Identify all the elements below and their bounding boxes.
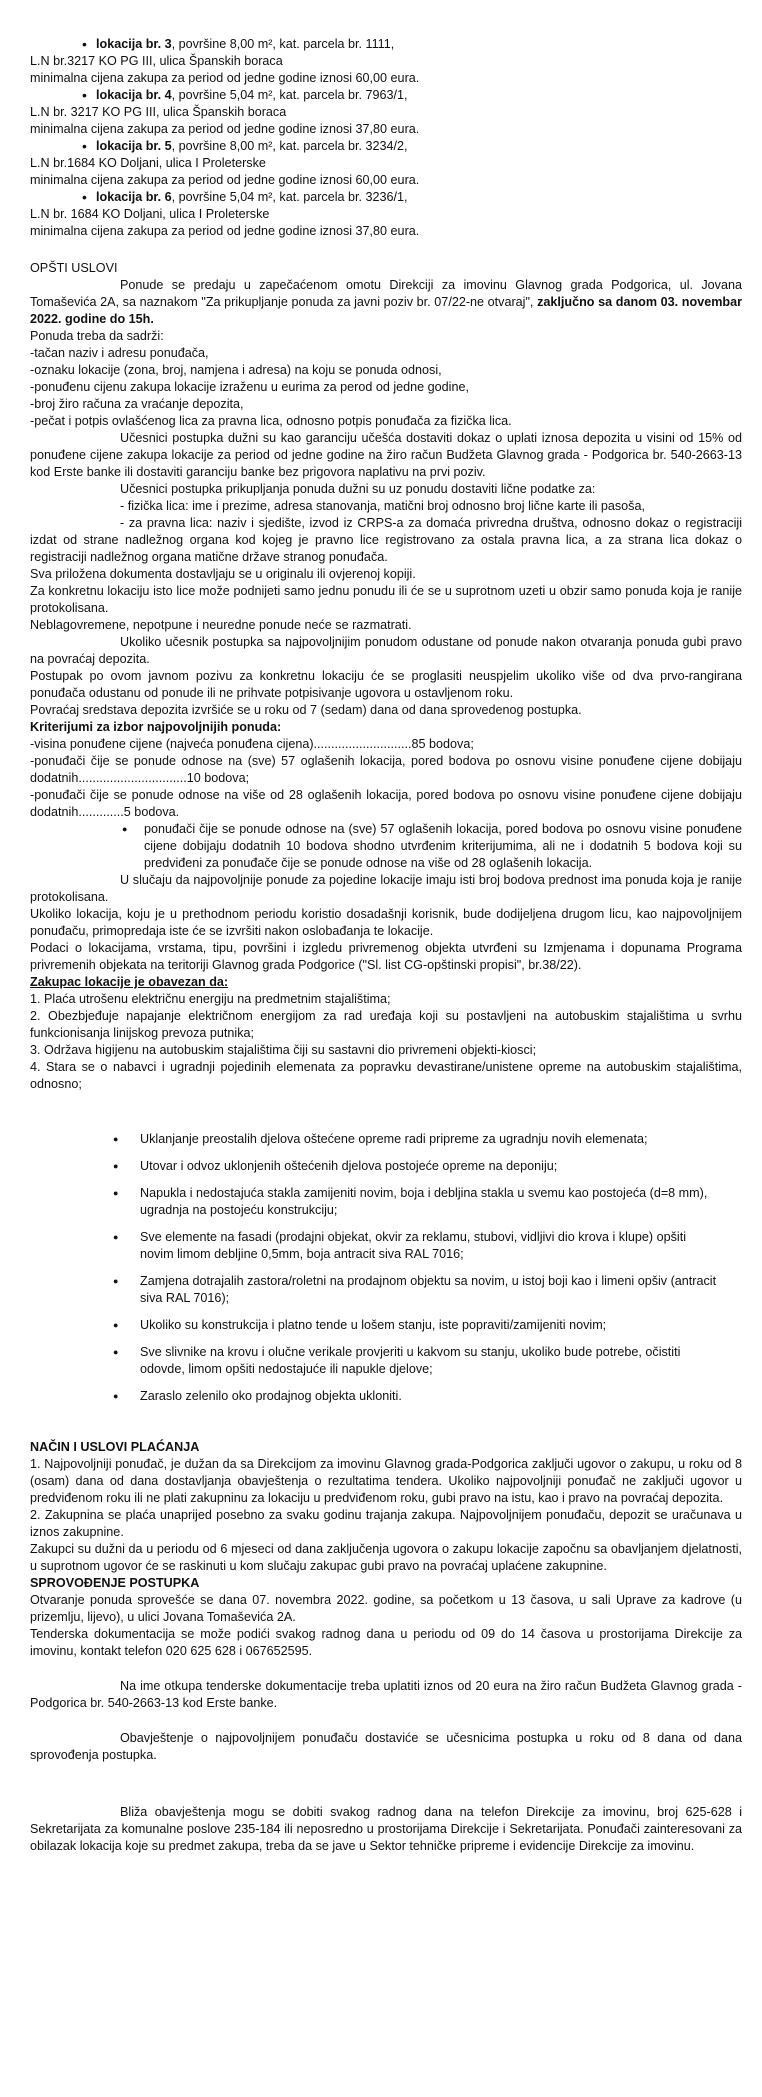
tenant-item: 2. Obezbjeđuje napajanje električnom energijom za rad uređaja koji su postavljeni na autobuskim stajalištima u svrhu funkcionisanja linijskog prevoza putnika; [30,1009,742,1040]
criteria-heading: Kriterijumi za izbor najpovoljnijih ponuda: [30,720,282,734]
fee-paragraph: Na ime otkupa tenderske dokumentacije treba uplatiti iznos od 20 eura na žiro račun Budžeta Glavnog grada - Podgorica br. 540-2663-13 kod Erste banke. [30,1679,742,1710]
deposit-paragraph: Učesnici postupka dužni su kao garanciju učešća dostaviti dokaz o uplati iznosa depozita u visini od 15% od ponuđene cijene zakupa lokacije za period od jedne godine na žiro račun Budžeta Glavnog grada - Podgorica br. 540-2663-13 kod Erste banke ili dostaviti garanciju banke bez prigovora naplativu na prvi poziv. [30,431,742,479]
offer-item: -tačan naziv i adresu ponuđača, [30,346,209,360]
withdraw-paragraph: Ukoliko učesnik postupka sa najpovoljnijim ponudom odustane od ponude nakon otvaranja ponuda gubi pravo na povraćaj depozita. [30,635,742,666]
lot-3-price: minimalna cijena zakupa za period od jedne godine iznosi 60,00 eura. [30,71,420,85]
payment-paragraph-2: 2. Zakupnina se plaća unaprijed posebno za svaku godinu trajanja zakupa. Najpovoljnijem ponuđaču, depozit se uračunava u iznos zakupnine. [30,1508,742,1539]
lot-5-price: minimalna cijena zakupa za period od jedne godine iznosi 60,00 eura. [30,173,420,187]
lot-4-address: L.N br. 3217 KO PG III, ulica Španskih boraca [30,105,287,119]
tie-paragraph: U slučaju da najpovoljnije ponude za pojedine lokacije imaju isti broj bodova prednost ima ponuda koja je ranije protokolisana. [30,873,742,904]
lot-5-line: • lokacija br. 5, površine 8,00 m², kat. parcela br. 3234/2, [30,138,742,155]
repeat-paragraph: Postupak po ovom javnom pozivu za konkretnu lokaciju će se proglasiti neuspjelim ukoliko više od dva prvo-rangirana ponuđača odustanu od ponude ili ne prihvate potpisivanje ugovora u ostavljenom roku. [30,669,742,700]
general-heading: OPŠTI USLOVI [30,261,118,275]
submit-paragraph: Ponude se predaju u zapečaćenom omotu Direkciji za imovinu Glavnog grada Podgorica, ul. Jovana Tomaševića 2A, sa naznakom "Za prikupljanje ponuda za javni poziv br. 07/22-ne otvaraj", zaključno sa danom 03. novembar 2022. godine do 15h. [30,278,742,326]
documentation-paragraph: Tenderska dokumentacija se može podići svakog radnog dana u periodu od 09 do 14 časova u prostorijama Direkcije za imovinu, kontakt telefon 020 625 628 i 067652595. [30,1627,742,1658]
repair-item: ● Sve elemente na fasadi (prodajni objekat, okvir za reklamu, stubovi, vidljivi dio krova i klupe) opšiti novim limom debljine 0,5mm, boja antracit siva RAL 7016; [140,1229,718,1263]
info-paragraph: Bliža obavještenja mogu se dobiti svakog radnog dana na telefon Direkcije za imovinu, broj 625-628 i Sekretarijata za komunalne poslove 235-184 ili neposredno u prostorijama Direkcije i Sekretarijata. Ponuđači zainteresovani za obilazak lokacija koje su predmet zakupa, treba da se jave u Sektor tehničke pripreme i evidencije Direkcije za imovinu. [30,1805,742,1853]
refund-paragraph: Povraćaj sredstava depozita izvršiće se u roku od 7 (sedam) dana od dana sprovedenog postupka. [30,703,582,717]
one-offer-paragraph: Za konkretnu lokaciju isto lice može podnijeti samo jednu ponudu ili će se u suprotnom uzeti u obzir samo ponuda koja je ranije protokolisana. [30,584,742,615]
tenant-heading: Zakupac lokacije je obavezan da: [30,975,229,989]
personal-data-paragraph: Učesnici postupka prikupljanja ponuda dužni su uz ponudu dostaviti lične podatke za: [120,482,596,496]
repair-item: ● Zaraslo zelenilo oko prodajnog objekta ukloniti. [140,1388,718,1405]
lot-6-price: minimalna cijena zakupa za period od jedne godine iznosi 37,80 eura. [30,224,420,238]
criteria-item: -visina ponuđene cijene (najveća ponuđena cijena)............................85 bodova; [30,737,474,751]
criteria-item: -ponuđači čije se ponude odnose na više od 28 oglašenih lokacija, pored bodova po osnovu visine ponuđene cijene dobijaju dodatnih.............5 bodova. [30,788,742,819]
repair-list [30,1131,742,1405]
late-offers-paragraph: Neblagovremene, nepotpune i neuredne ponude neće se razmatrati. [30,618,412,632]
criteria-bullet: ● ponuđači čije se ponude odnose na (sve) 57 oglašenih lokacija, pored bodova po osnovu visine ponuđene cijene dobijaju dodatnih 10 bodova shodno utvrđenim kriterijumima, ali ne i dodatnih 5 bodova koji su predviđeni za ponuđače čije se ponude odnose na više od 28 oglašenih lokacija. [144,821,742,872]
lot-6-line: • lokacija br. 6, površine 5,04 m², kat. parcela br. 3236/1, [30,189,742,206]
offer-item: -ponuđenu cijenu zakupa lokacije izraženu u eurima za perod od jedne godine, [30,380,469,394]
lot-3-address: L.N br.3217 KO PG III, ulica Španskih boraca [30,54,283,68]
lot-4-price: minimalna cijena zakupa za period od jedne godine iznosi 37,80 eura. [30,122,420,136]
tenant-item: 1. Plaća utrošenu električnu energiju na predmetnim stajalištima; [30,992,391,1006]
repair-item: ● Uklanjanje preostalih djelova oštećene opreme radi pripreme za ugradnju novih elemenata; [140,1131,718,1148]
offer-intro: Ponuda treba da sadrži: [30,329,164,343]
repair-item: ● Ukoliko su konstrukcija i platno tende u lošem stanju, iste popraviti/zamijeniti novim; [140,1317,718,1334]
tenant-item: 4. Stara se o nabavci i ugradnji pojedinih elemenata za popravku devastirane/unistene opreme na autobuskim stajalištima, odnosno; [30,1060,742,1091]
criteria-item: -ponuđači čije se ponude odnose na (sve) 57 oglašenih lokacija, pored bodova po osnovu visine ponuđene cijene dobijaju dodatnih...............................10 bodova; [30,754,742,785]
procedure-heading: SPROVOĐENJE POSTUPKA [30,1576,200,1590]
payment-heading: NAČIN I USLOVI PLAĆANJA [30,1440,200,1454]
repair-item: ● Sve slivnike na krovu i olučne verikale provjeriti u kakvom su stanju, ukoliko bude potrebe, očistiti odovde, limom opšiti nedostajuće ili napukle djelove; [140,1344,718,1378]
lot-3-line: • lokacija br. 3, površine 8,00 m², kat. parcela br. 1111, [30,36,742,53]
offer-item: -oznaku lokacije (zona, broj, namjena i adresa) na koju se ponuda odnosi, [30,363,442,377]
existing-user-paragraph: Ukoliko lokacija, koju je u prethodnom periodu koristio dosadašnji korisnik, bude dodijeljena drugom licu, kao najpovoljnijem ponuđaču, primopredaja iste će se izvršiti nakon oslobađanja te lokacije. [30,907,742,938]
offer-item: -broj žiro računa za vraćanje depozita, [30,397,244,411]
repair-item: ● Utovar i odvoz uklonjenih oštećenih djelova postojeće opreme na deponiju; [140,1158,718,1175]
lots-section [30,36,742,240]
natural-persons-paragraph: - fizička lica: ime i prezime, adresa stanovanja, matični broj odnosno broj lične karte ili pasoša, [120,499,645,513]
repair-item: ● Zamjena dotrajalih zastora/roletni na prodajnom objektu sa novim, u istoj boji kao i limeni opšiv (antracit siva RAL 7016); [140,1273,718,1307]
lot-6-address: L.N br. 1684 KO Doljani, ulica I Proleterske [30,207,270,221]
criteria-bullet-list [30,821,742,872]
payment-paragraph-3: Zakupci su dužni da u periodu od 6 mjeseci od dana zaključenja ugovora o zakupu lokacije započnu sa obavljanjem djelatnosti, u suprotnom ugovor će se raskinuti u kom slučaju zakupac gubi pravo na povraćaj uplaćene zakupnine. [30,1542,742,1573]
lot-4-line: • lokacija br. 4, površine 5,04 m², kat. parcela br. 7963/1, [30,87,742,104]
legal-persons-paragraph: - za pravna lica: naziv i sjedište, izvod iz CRPS-a za domaća privredna društva, odnosno dokaz o registraciji izdat od strane nadležnog organa kod kojeg je pravno lice registrovano za ostala pravna lica, a za strana lica dokaz o registraciji nadležnog organa matične države stranog ponuđača. [30,516,742,564]
opening-paragraph: Otvaranje ponuda sprovešće se dana 07. novembra 2022. godine, sa početkom u 13 časova, u sali Uprave za kadrove (u prizemlju, lijevo), u ulici Jovana Tomaševića 2A. [30,1593,742,1624]
notice-paragraph: Obavještenje o najpovoljnijem ponuđaču dostaviće se učesnicima postupka u roku od 8 dana od dana sprovođenja postupka. [30,1731,742,1762]
payment-paragraph-1: 1. Najpovoljniji ponuđač, je dužan da sa Direkcijom za imovinu Glavnog grada-Podgorica zaključi ugovor o zakupu, u roku od 8 (osam) dana od dana dostavljanja obavještenja o rezultatima tendera. Ukoliko najpovoljniji ponuđač ne zaključi ugovor u predviđenom roku ili ne plati zakupninu za lokaciju u predviđenom roku, gubi pravo na istu, kao i pravo na povraćaj depozita. [30,1457,742,1505]
offer-item: -pečat i potpis ovlašćenog lica za pravna lica, odnosno potpis ponuđača za fizička lica. [30,414,512,428]
copies-paragraph: Sva priložena dokumenta dostavljaju se u originalu ili ovjerenoj kopiji. [30,567,416,581]
program-data-paragraph: Podaci o lokacijama, vrstama, tipu, površini i izgledu privremenog objekta utvrđeni su Izmjenama i dopunama Programa privremenih objekata na teritoriji Glavnog grada Podgorice ("Sl. list CG-opštinski propisi", br.38/22). [30,941,742,972]
tenant-item: 3. Održava higijenu na autobuskim stajalištima čiji su sastavni dio privremeni objekti-kiosci; [30,1043,537,1057]
lot-5-address: L.N br.1684 KO Doljani, ulica I Proleterske [30,156,266,170]
repair-item: ● Napukla i nedostajuća stakla zamijeniti novim, boja i debljina stakla u svemu kao postojeća (d=8 mm), ugradnja na postojeću konstrukciju; [140,1185,718,1219]
